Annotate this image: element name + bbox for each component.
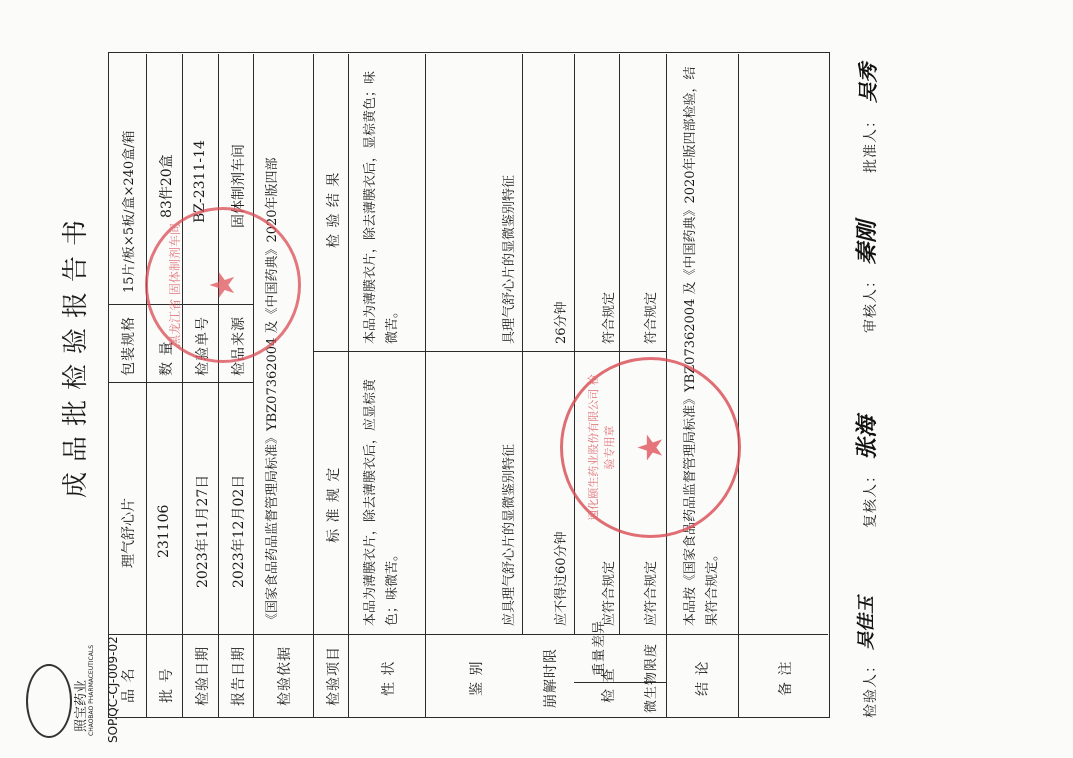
request-no: BZ-2311-14: [192, 140, 208, 223]
workshop-stamp: ★ 黑龙江省 固体制剂车间: [145, 207, 301, 363]
row-result: 符合规定: [602, 291, 617, 344]
test-date: 2023年11月27日: [195, 474, 211, 588]
report-date-label: 报告日期: [231, 646, 247, 706]
row-standard: 应具理气舒心片的显微鉴别特征: [502, 443, 517, 626]
row-result: 本品为薄膜衣片，除去薄膜衣后，显棕黄色；味微苦。: [363, 70, 400, 344]
package-spec: 15片/板×5板/盒×240盒/箱: [122, 130, 137, 293]
auditor-label: 审核人：: [863, 273, 879, 333]
company-name: 照宝药业: [74, 679, 89, 732]
col-result-header: 检 验 结 果: [326, 171, 342, 248]
row-standard: 应符合规定: [644, 560, 659, 626]
quantity-value: 83件20盒: [159, 154, 175, 218]
conclusion-label: 结 论: [695, 660, 711, 696]
row-item: 微生物限度: [644, 642, 659, 713]
test-date-label: 检验日期: [195, 646, 211, 706]
row-standard: 应符合规定: [602, 560, 617, 626]
quantity-label: 数 量: [159, 340, 175, 376]
row-standard: 应不得过60分钟: [554, 531, 569, 626]
doc-code: SOP.QC-CJ-009-02: [106, 636, 120, 743]
source-label: 检品来源: [231, 316, 247, 376]
check-group-label: 检 查: [601, 667, 617, 703]
package-label: 包装规格: [121, 316, 137, 376]
col-standard-header: 标 准 规 定: [326, 466, 342, 543]
qc-stamp: ★ 通化颐生药业股份有限公司 检验专用章: [560, 357, 741, 538]
source-value: 固体制剂车间: [231, 144, 247, 228]
basis-value: 《国家食品药品监督管理局标准》YBZ07362004 及《中国药典》2020年版四部: [265, 157, 280, 626]
approver-signature: 吴秀: [856, 63, 880, 103]
row-result: 符合规定: [644, 291, 659, 344]
batch-number: 231106: [156, 504, 172, 558]
request-no-label: 检验单号: [195, 316, 211, 376]
reviewer-signature: 张海: [855, 415, 880, 460]
row-item: 性 状: [381, 660, 397, 696]
row-result: 26分钟: [554, 301, 569, 344]
auditor-signature: 秦刚: [855, 220, 880, 265]
inspector-label: 检验人：: [863, 658, 879, 718]
product-name: 理气舒心片: [121, 498, 137, 568]
row-item: 鉴 别: [469, 660, 485, 696]
col-item-header: 检验项目: [326, 646, 342, 706]
company-logo: [26, 664, 72, 738]
row-item: 重量差异: [592, 619, 607, 676]
reviewer-label: 复核人：: [863, 468, 879, 528]
inspector-signature: 吴佳玉: [856, 596, 877, 650]
conclusion-text: 本品按《国家食品药品监督管理局标准》YBZ07362004 及《中国药典》2020年版四部检验，结果符合规定。: [683, 66, 720, 626]
product-name-label: 品 名: [121, 667, 137, 703]
batch-label: 批 号: [159, 667, 175, 703]
row-result: 具理气舒心片的显微鉴别特征: [502, 174, 517, 344]
remarks-label: 备 注: [778, 660, 794, 696]
approver-label: 批准人：: [863, 113, 879, 173]
company-name-en: CHAOBAO PHARMACEUTICALS: [88, 645, 95, 736]
basis-label: 检验依据: [277, 646, 293, 706]
page-title: 成品批检验报告书: [61, 209, 91, 498]
row-standard: 本品为薄膜衣片，除去薄膜衣后，应显棕黄色；味微苦。: [363, 378, 400, 626]
row-item: 崩解时限: [543, 648, 559, 708]
report-date: 2023年12月02日: [231, 474, 247, 588]
